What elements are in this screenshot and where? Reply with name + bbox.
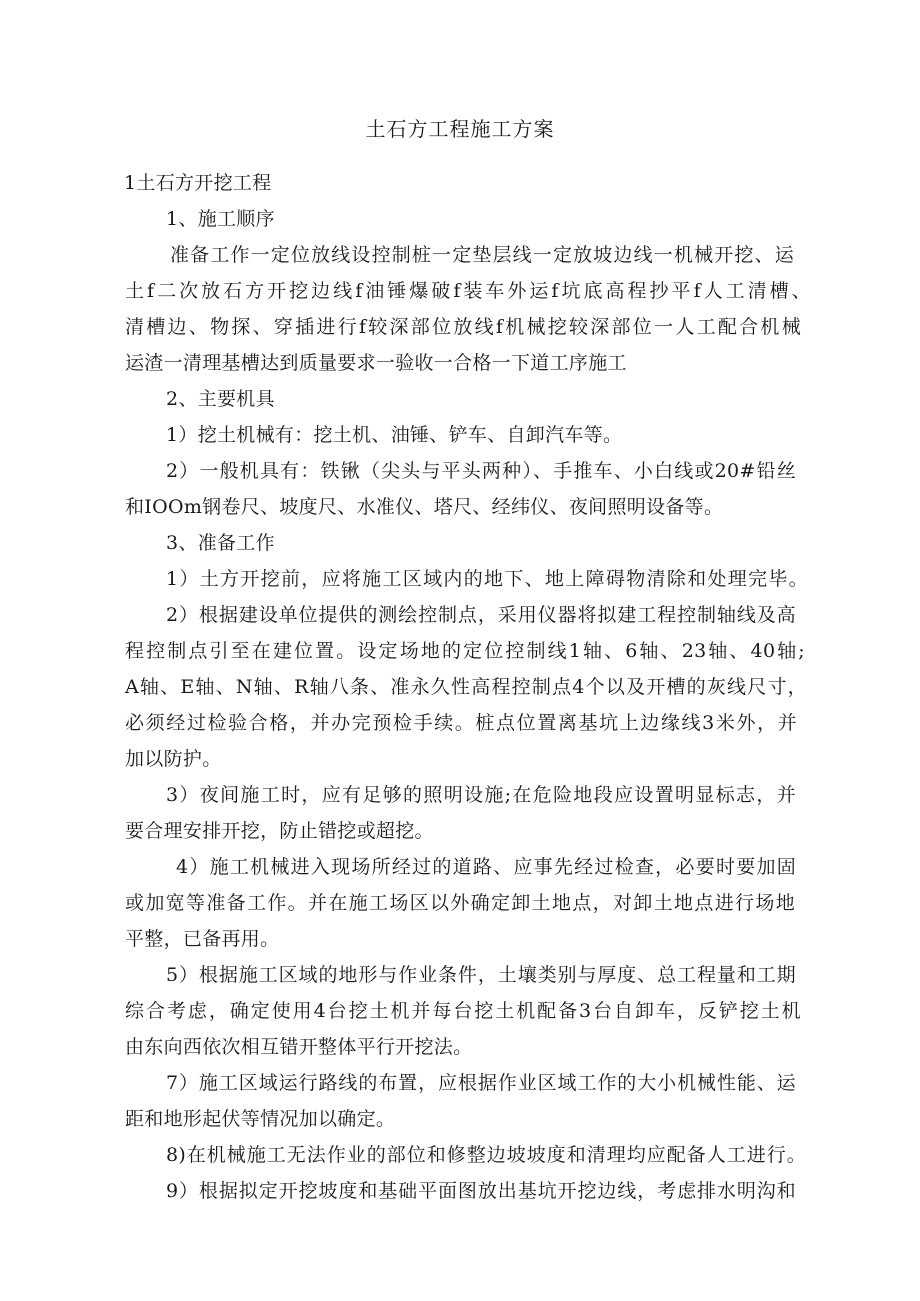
paragraph-line: 7）施工区域运行路线的布置，应根据作业区域工作的大小机械性能、运	[166, 1072, 796, 1094]
paragraph-line: 3、准备工作	[166, 532, 275, 554]
paragraph-line: 综合考虑，确定使用4台挖土机并每台挖土机配备3台自卸车，反铲挖土机	[125, 1000, 801, 1022]
paragraph-line: 距和地形起伏等情况加以确定。	[125, 1108, 396, 1130]
paragraph-line: 平整，已备再用。	[125, 928, 280, 950]
paragraph-line: 或加宽等准备工作。并在施工场区以外确定卸土地点，对卸土地点进行场地	[125, 892, 795, 914]
paragraph-line: 运渣一清理基槽达到质量要求一验收一合格一下道工序施工	[125, 352, 627, 374]
paragraph-line: 清槽边、物探、穿插进行f较深部位放线f机械挖较深部位一人工配合机械	[125, 316, 801, 338]
paragraph-line: 1、施工顺序	[166, 208, 275, 230]
paragraph-line: 2、主要机具	[166, 388, 275, 410]
paragraph-line: 3）夜间施工时，应有足够的照明设施;在危险地段应设置明显标志，并	[166, 784, 796, 806]
paragraph-line: 1）土方开挖前，应将施工区域内的地下、地上障碍物清除和处理完毕。	[166, 568, 808, 590]
paragraph-line: 加以防护。	[125, 748, 222, 770]
paragraph-line: 2）一般机具有：铁锹（尖头与平头两种）、手推车、小白线或20#铅丝	[166, 460, 796, 482]
paragraph-line: 2）根据建设单位提供的测绘控制点，采用仪器将拟建工程控制轴线及高	[166, 604, 796, 626]
paragraph-line: 8)在机械施工无法作业的部位和修整边坡坡度和清理均应配备人工进行。	[166, 1144, 806, 1166]
paragraph-line: 必须经过检验合格，并办完预检手续。桩点位置离基坑上边缘线3米外，并	[125, 712, 797, 734]
paragraph-line: 5）根据施工区域的地形与作业条件，土壤类别与厚度、总工程量和工期	[166, 964, 796, 986]
paragraph-line: 准备工作一定位放线设控制桩一定垫层线一定放坡边线一机械开挖、运	[170, 244, 794, 266]
paragraph-line: 4）施工机械进入现场所经过的道路、应事先经过检查，必要时要加固	[176, 856, 796, 878]
paragraph-line: 要合理安排开挖，防止错挖或超挖。	[125, 820, 434, 842]
paragraph-line: 由东向西依次相互错开整体平行开挖法。	[125, 1036, 473, 1058]
section-heading: 1土石方开挖工程	[124, 172, 272, 194]
paragraph-line: 9）根据拟定开挖坡度和基础平面图放出基坑开挖边线，考虑排水明沟和	[166, 1180, 796, 1202]
paragraph-line: 程控制点引至在建位置。设定场地的定位控制线1轴、6轴、23轴、40轴;	[125, 640, 805, 662]
paragraph-line: 和IOOm钢卷尺、坡度尺、水准仪、塔尺、经纬仪、夜间照明设备等。	[125, 496, 724, 518]
paragraph-line: 1）挖土机械有：挖土机、油锤、铲车、自卸汽车等。	[166, 424, 623, 446]
document-title: 土石方工程施工方案	[365, 117, 555, 141]
paragraph-line: A轴、E轴、N轴、R轴八条、准永久性高程控制点4个以及开槽的灰线尺寸，	[125, 676, 807, 698]
paragraph-line: 土f二次放石方开挖边线f油锤爆破f装车外运f坑底高程抄平f人工清槽、	[125, 280, 811, 302]
